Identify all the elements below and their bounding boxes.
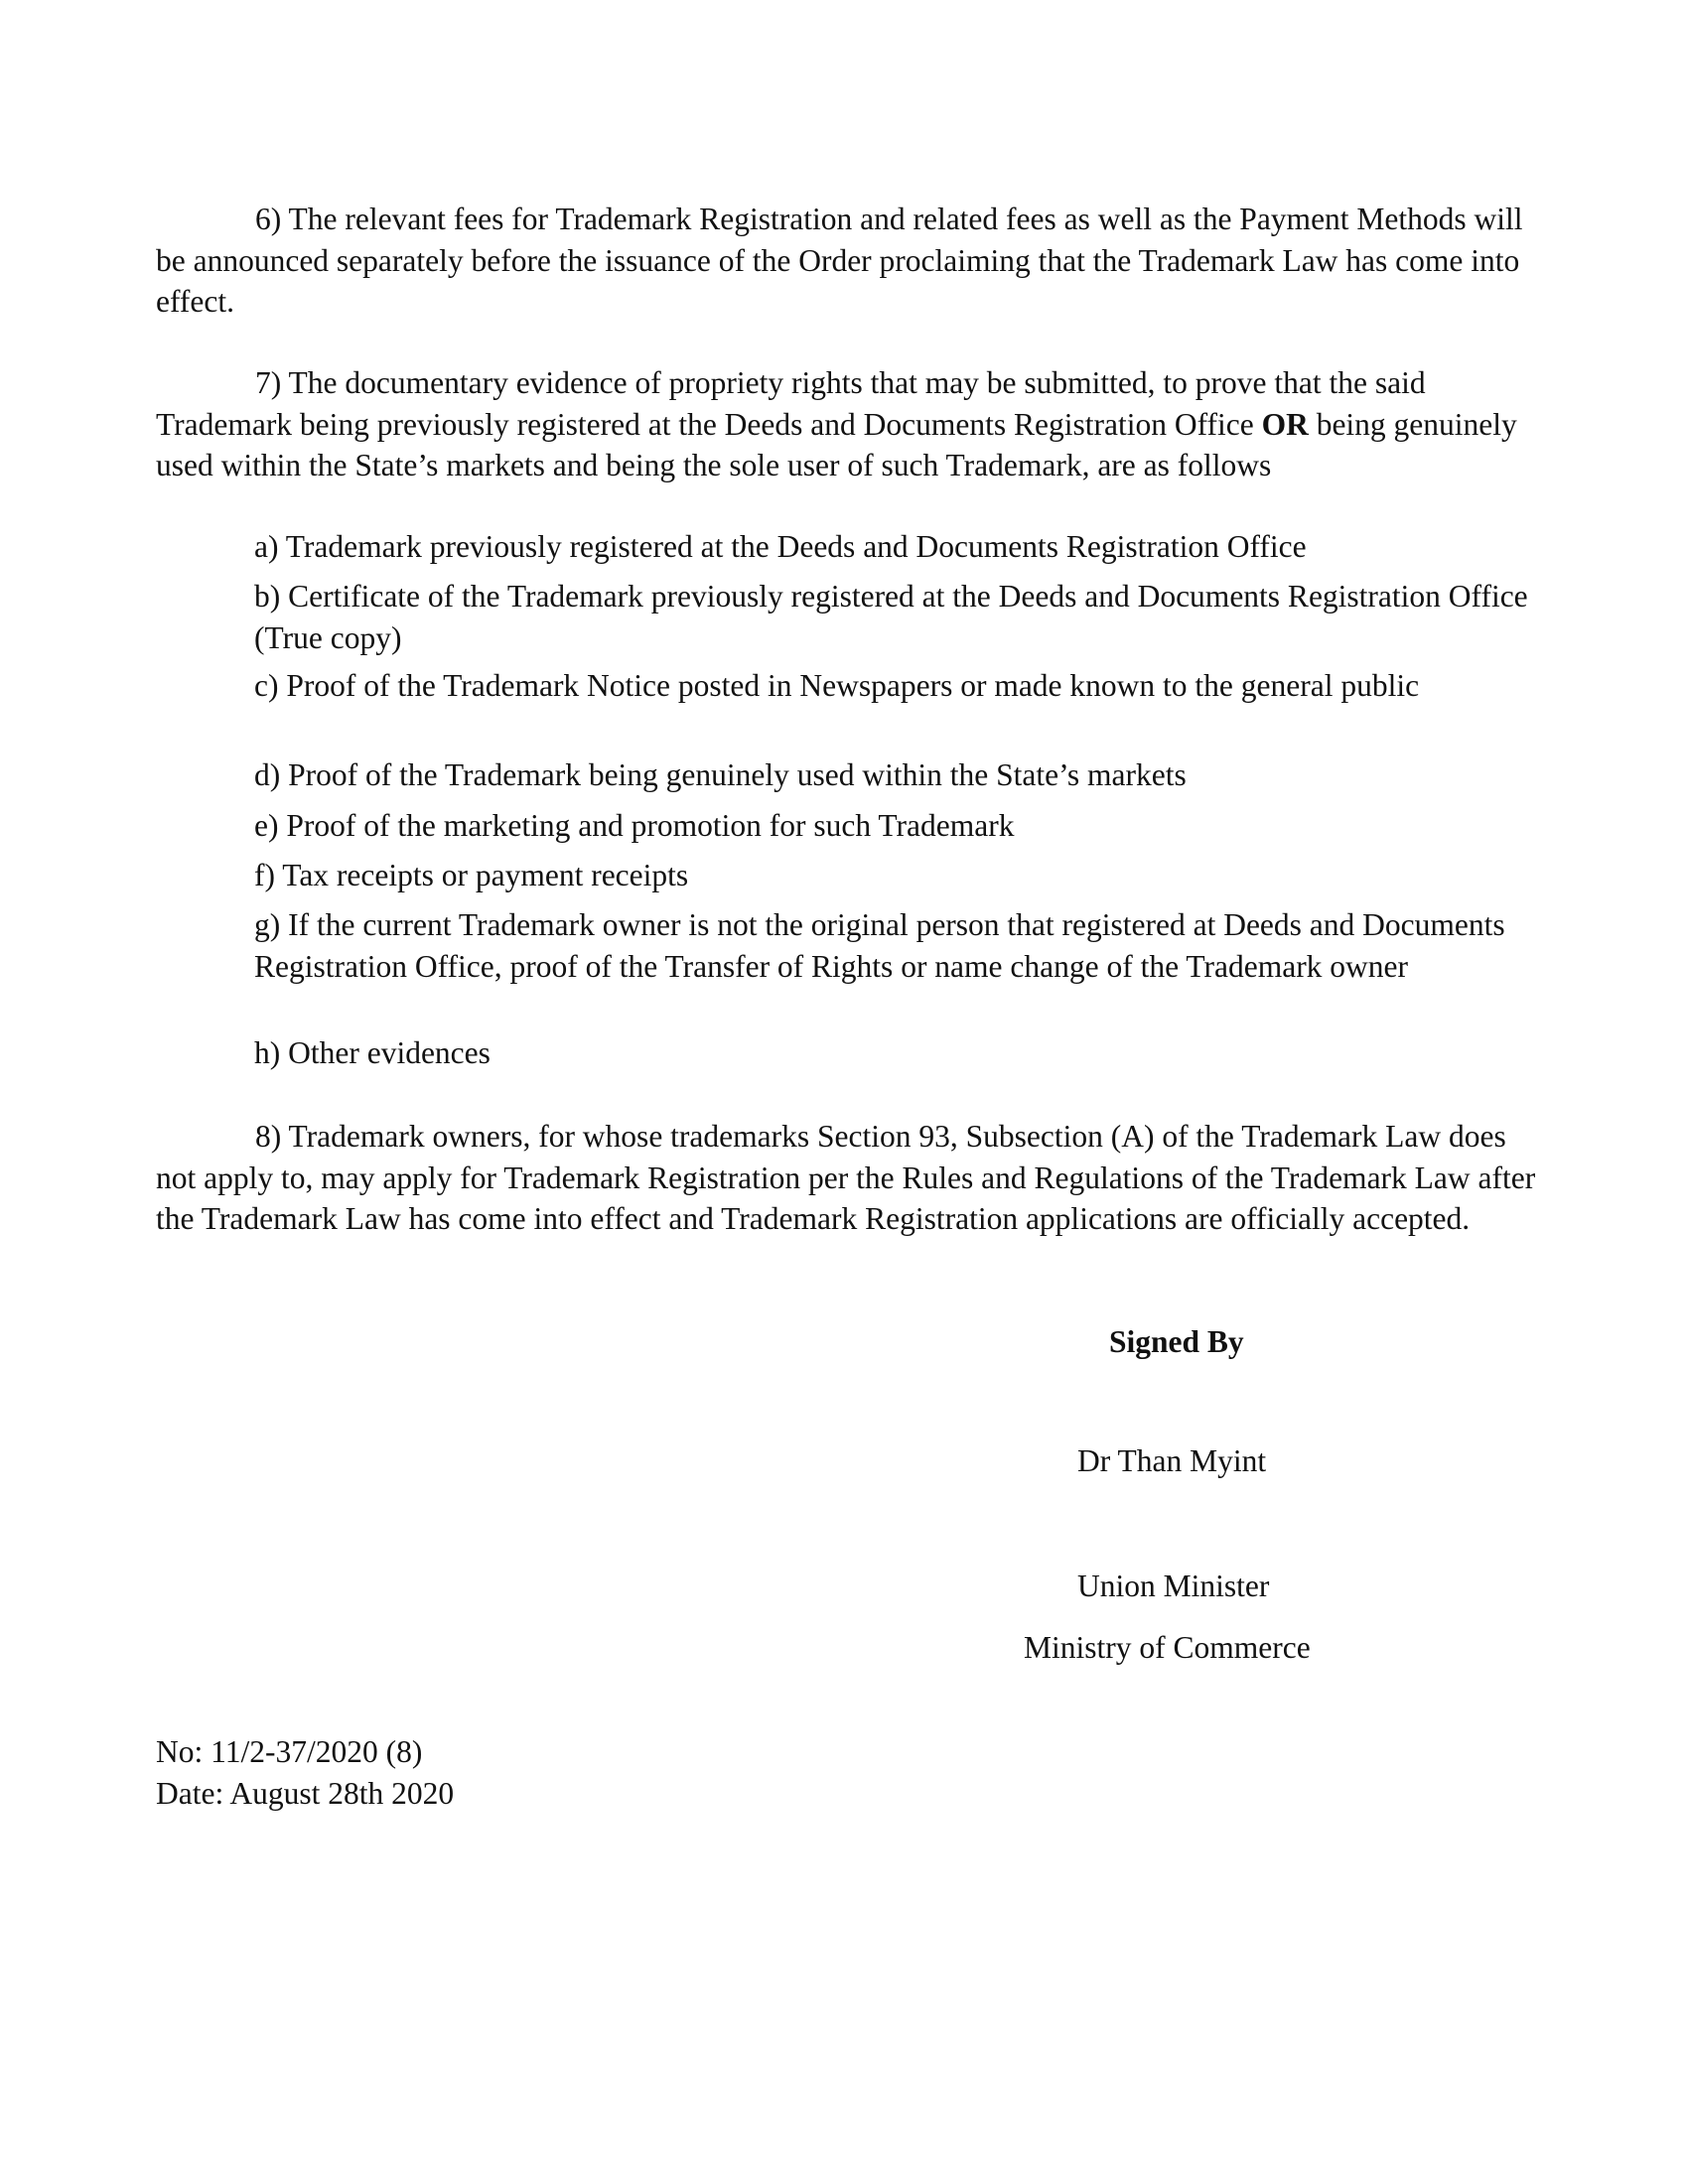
- paragraph-7: [156, 362, 1536, 486]
- paragraph-7-text-1: 7) The documentary evidence of propriety rights that may be submitted, to prove that the said Trademark being previously registered at the Deeds and Documents Registration Office: [156, 365, 1426, 442]
- paragraph-6: [156, 199, 1536, 323]
- signatory-name: Dr Than Myint: [1077, 1443, 1267, 1478]
- paragraph-8-text: 8) Trademark owners, for whose trademarks Section 93, Subsection (A) of the Trademark Law does not apply to, may apply for Trademark Registration per the Rules and Regulations of the Trademark Law after the Trademark Law has come into effect and Trademark Registration applications are officially accepted.: [156, 1119, 1536, 1236]
- list-item-e: e) Proof of the marketing and promotion for such Trademark: [254, 808, 1015, 843]
- signatory-title: Union Minister: [1077, 1569, 1270, 1603]
- list-item-a: a) Trademark previously registered at the Deeds and Documents Registration Office: [254, 529, 1307, 564]
- paragraph-8: [156, 1116, 1536, 1240]
- list-item-h: h) Other evidences: [254, 1035, 491, 1070]
- list-item-b: b) Certificate of the Trademark previously registered at the Deeds and Documents Registration Office (True copy): [254, 579, 1528, 655]
- signatory-ministry: Ministry of Commerce: [1024, 1630, 1311, 1665]
- document-date: Date: August 28th 2020: [156, 1776, 455, 1811]
- signed-by-label: Signed By: [1109, 1324, 1244, 1359]
- list-item-f: f) Tax receipts or payment receipts: [254, 858, 689, 892]
- list-item-g: g) If the current Trademark owner is not the original person that registered at Deeds and Documents Registration Office, proof of the Transfer of Rights or name change of the Trademark owner: [254, 907, 1505, 984]
- document-number: No: 11/2-37/2020 (8): [156, 1734, 423, 1769]
- list-item-c: c) Proof of the Trademark Notice posted in Newspapers or made known to the general public: [254, 668, 1420, 703]
- list-item-d: d) Proof of the Trademark being genuinely used within the State’s markets: [254, 757, 1187, 792]
- paragraph-6-text: 6) The relevant fees for Trademark Registration and related fees as well as the Payment Methods will be announced separately before the issuance of the Order proclaiming that the Trademark Law has come into effect.: [156, 202, 1523, 319]
- paragraph-7-text-2: being genuinely used within the State’s markets and being the sole user of such Trademark, are as follows: [156, 406, 1517, 482]
- paragraph-7-bold-or: OR: [1261, 406, 1309, 442]
